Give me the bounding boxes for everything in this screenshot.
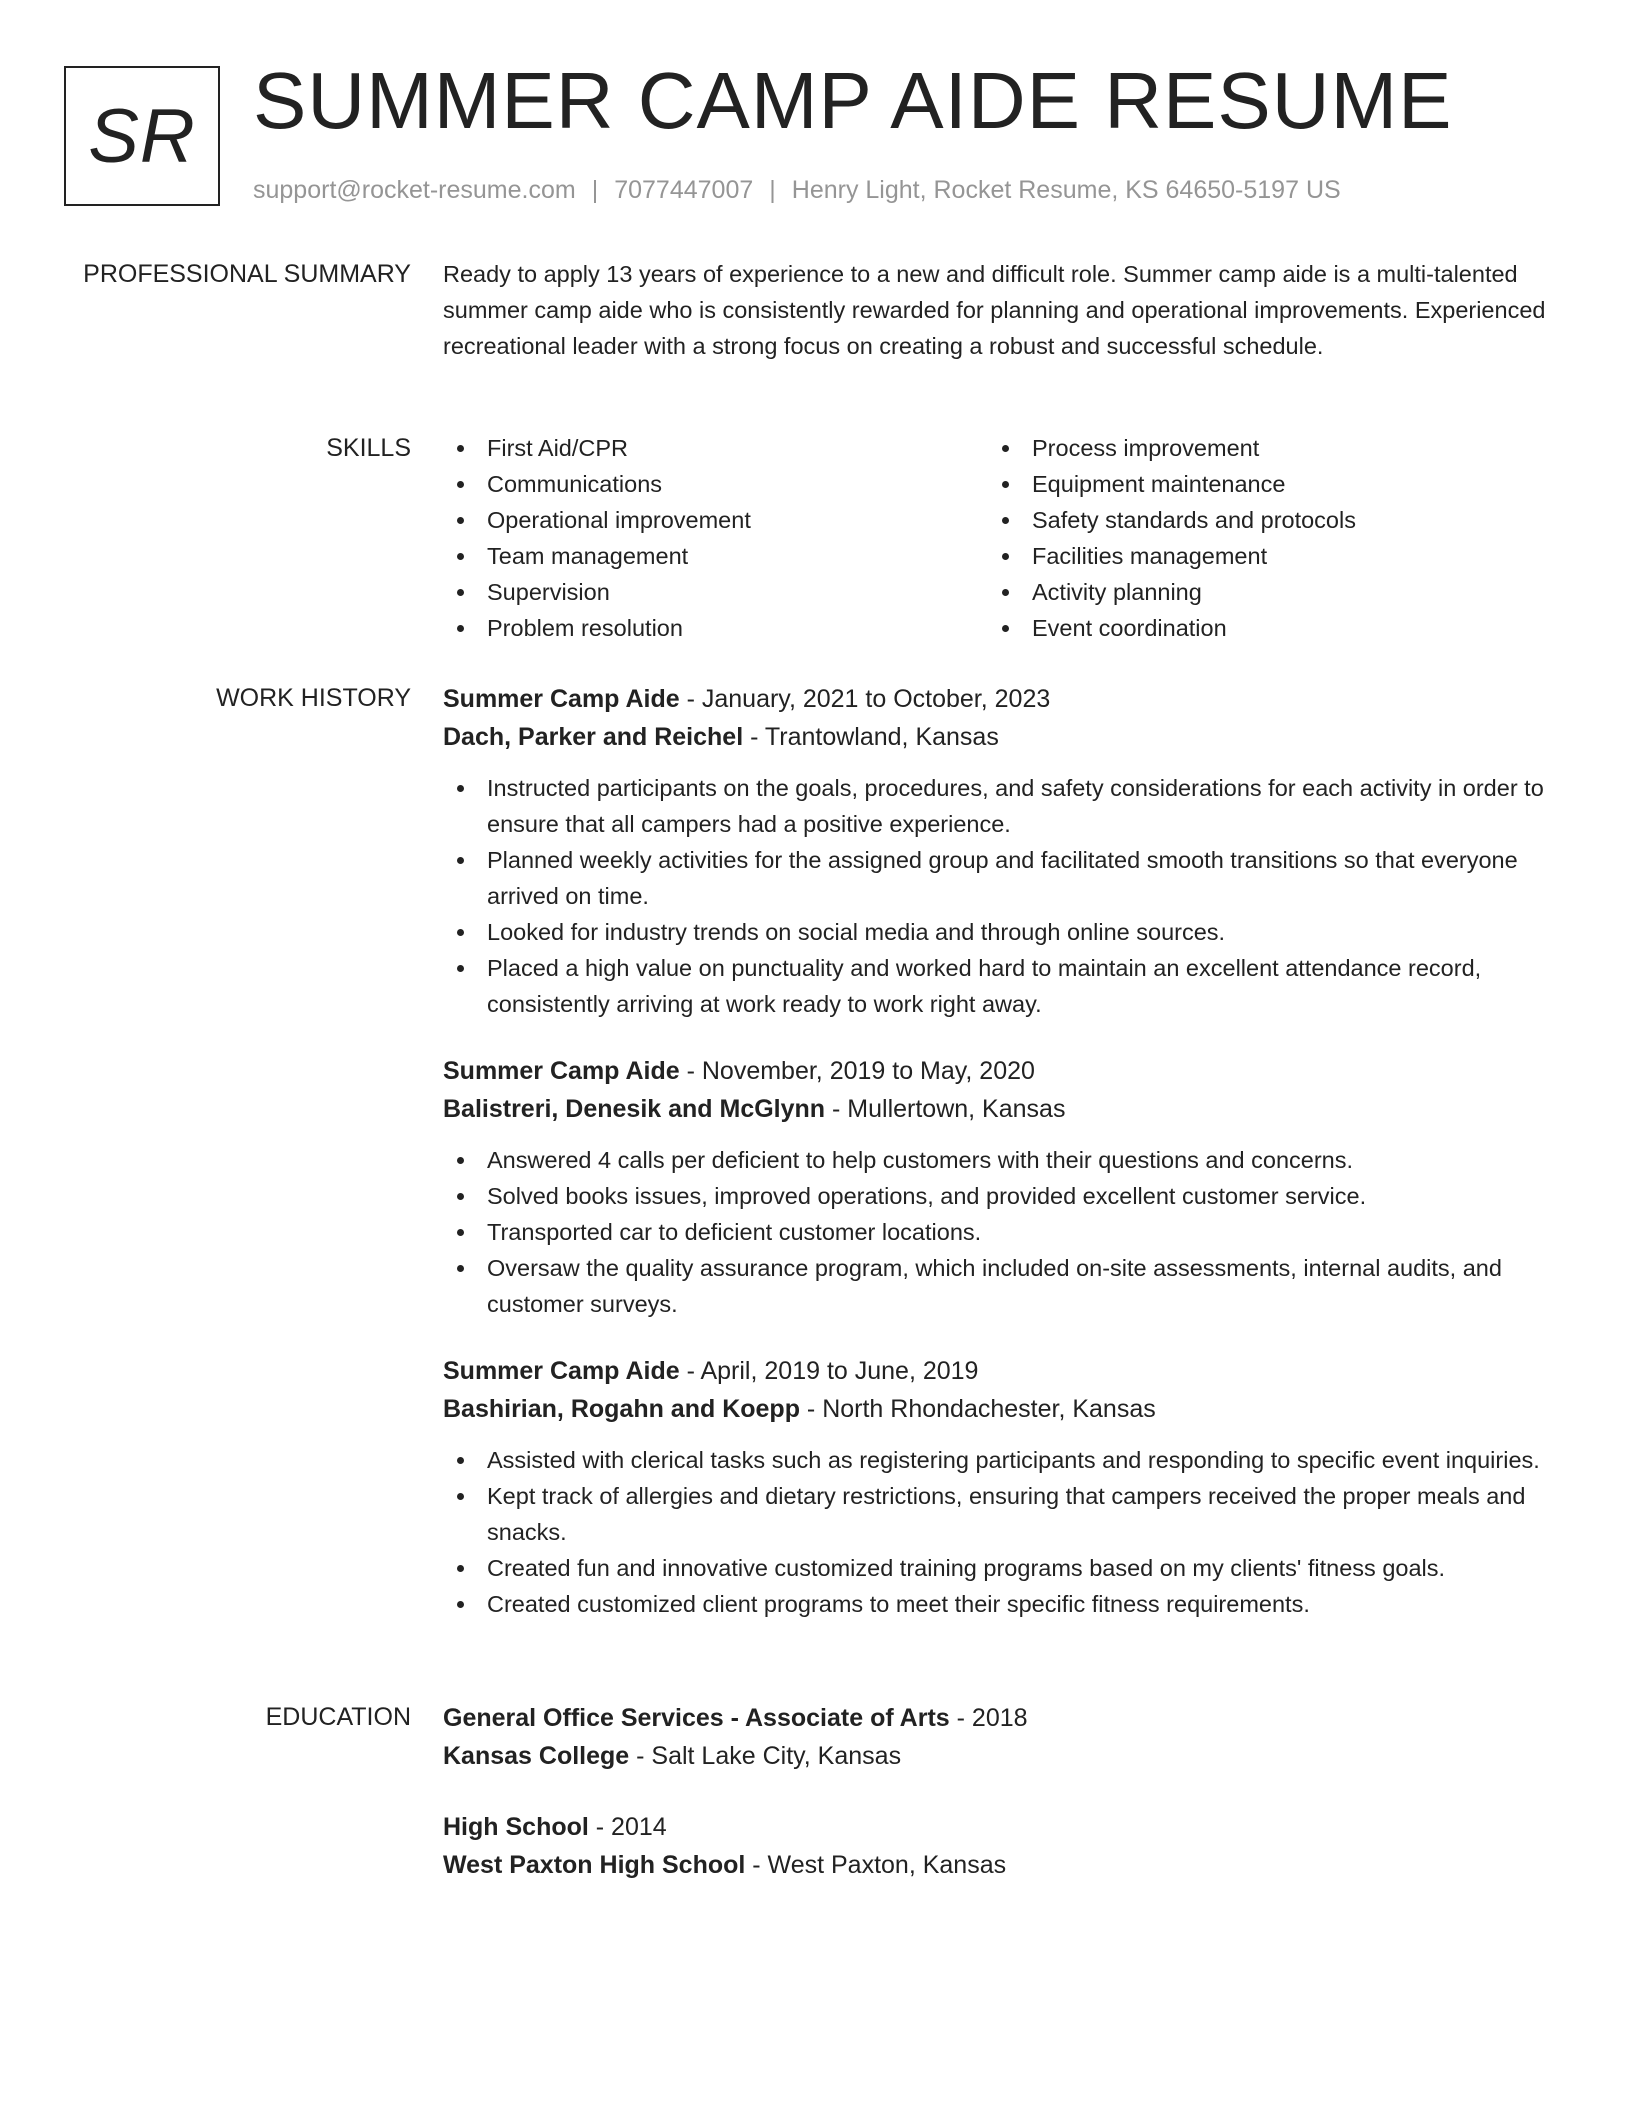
job-bullets [443, 1142, 1553, 1322]
job-bullet: Planned weekly activities for the assigned group and facilitated smooth transitions so that everyone arrived on time. [443, 842, 1553, 914]
job-title: Summer Camp Aide [443, 1057, 680, 1085]
contact-phone: 7077447007 [614, 176, 754, 204]
degree-name: High School [443, 1813, 589, 1841]
skills-heading: SKILLS [326, 434, 411, 462]
employer-location: - Trantowland, Kansas [743, 723, 999, 751]
employer-location: - North Rhondachester, Kansas [799, 1395, 1156, 1423]
skill-item: Operational improvement [443, 502, 988, 538]
contact-separator: | [769, 176, 776, 204]
degree-line [443, 1699, 1553, 1737]
job-dates: - January, 2021 to October, 2023 [679, 685, 1051, 713]
employer-line [443, 1390, 1553, 1428]
job-bullet: Kept track of allergies and dietary restrictions, ensuring that campers received the proper meals and snacks. [443, 1478, 1553, 1550]
contact-email: support@rocket-resume.com [253, 176, 576, 204]
job-dates: - April, 2019 to June, 2019 [679, 1357, 979, 1385]
employer-location: - Mullertown, Kansas [825, 1095, 1066, 1123]
job-title-line [443, 1052, 1553, 1090]
job-bullet: Oversaw the quality assurance program, which included on-site assessments, internal audits, and customer surveys. [443, 1250, 1553, 1322]
summary-heading: PROFESSIONAL SUMMARY [83, 260, 411, 288]
school-line [443, 1737, 1553, 1775]
skill-item: Facilities management [988, 538, 1533, 574]
skill-item: Event coordination [988, 610, 1533, 646]
job-title: Summer Camp Aide [443, 1357, 680, 1385]
employer-name: Bashirian, Rogahn and Koepp [443, 1395, 800, 1423]
employer-name: Balistreri, Denesik and McGlynn [443, 1095, 826, 1123]
contact-line [253, 175, 1341, 205]
skill-item: Activity planning [988, 574, 1533, 610]
skill-item: Supervision [443, 574, 988, 610]
contact-address: Henry Light, Rocket Resume, KS 64650-5197 US [791, 176, 1341, 204]
job-bullet: Looked for industry trends on social media and through online sources. [443, 914, 1553, 950]
school-location: - West Paxton, Kansas [745, 1851, 1007, 1879]
skill-item: Safety standards and protocols [988, 502, 1533, 538]
job-title-line [443, 1352, 1553, 1390]
skill-item: Problem resolution [443, 610, 988, 646]
skill-item: Team management [443, 538, 988, 574]
skill-item: Equipment maintenance [988, 466, 1533, 502]
school-location: - Salt Lake City, Kansas [629, 1742, 902, 1770]
school-name: West Paxton High School [443, 1851, 746, 1879]
degree-year: - 2018 [949, 1704, 1028, 1732]
contact-separator: | [591, 176, 599, 204]
job-bullet: Created customized client programs to meet their specific fitness requirements. [443, 1586, 1553, 1622]
job-title-line [443, 680, 1553, 718]
job-bullet: Instructed participants on the goals, procedures, and safety considerations for each activity in order to ensure that all campers had a positive experience. [443, 770, 1553, 842]
job-bullet: Answered 4 calls per deficient to help customers with their questions and concerns. [443, 1142, 1553, 1178]
job-bullet: Transported car to deficient customer locations. [443, 1214, 1553, 1250]
monogram-logo: SR [64, 66, 220, 206]
job-bullet: Created fun and innovative customized training programs based on my clients' fitness goals. [443, 1550, 1553, 1586]
degree-name: General Office Services - Associate of Arts [443, 1704, 950, 1732]
job-title: Summer Camp Aide [443, 685, 680, 713]
job-bullets [443, 1442, 1553, 1622]
employer-name: Dach, Parker and Reichel [443, 723, 744, 751]
skill-item: Communications [443, 466, 988, 502]
school-name: Kansas College [443, 1742, 630, 1770]
employer-line [443, 718, 1553, 756]
summary-text: Ready to apply 13 years of experience to a new and difficult role. Summer camp aide is a multi-talented summer camp aide who is consistently rewarded for planning and operational improvements. Experienced recreational leader with a strong focus on creating a robust and successful schedule. [443, 261, 1546, 359]
education-entry [443, 1808, 1553, 1884]
job-bullet: Solved books issues, improved operations, and provided excellent customer service. [443, 1178, 1553, 1214]
degree-line [443, 1808, 1553, 1846]
resume-title: SUMMER CAMP AIDE RESUME [253, 56, 1453, 145]
degree-year: - 2014 [588, 1813, 667, 1841]
education-heading: EDUCATION [265, 1703, 411, 1731]
job-entry [443, 1352, 1553, 1622]
education-entry [443, 1699, 1553, 1775]
employer-line [443, 1090, 1553, 1128]
skills-list-right [988, 430, 1533, 646]
job-entry [443, 1052, 1553, 1322]
work-history-heading: WORK HISTORY [216, 684, 411, 712]
skill-item: Process improvement [988, 430, 1533, 466]
job-dates: - November, 2019 to May, 2020 [679, 1057, 1035, 1085]
job-bullet: Placed a high value on punctuality and worked hard to maintain an excellent attendance record, consistently arriving at work ready to work right away. [443, 950, 1553, 1022]
school-line [443, 1846, 1553, 1884]
skills-list-left [443, 430, 988, 646]
job-bullets [443, 770, 1553, 1022]
job-entry [443, 680, 1553, 1022]
job-bullet: Assisted with clerical tasks such as registering participants and responding to specific event inquiries. [443, 1442, 1553, 1478]
skill-item: First Aid/CPR [443, 430, 988, 466]
